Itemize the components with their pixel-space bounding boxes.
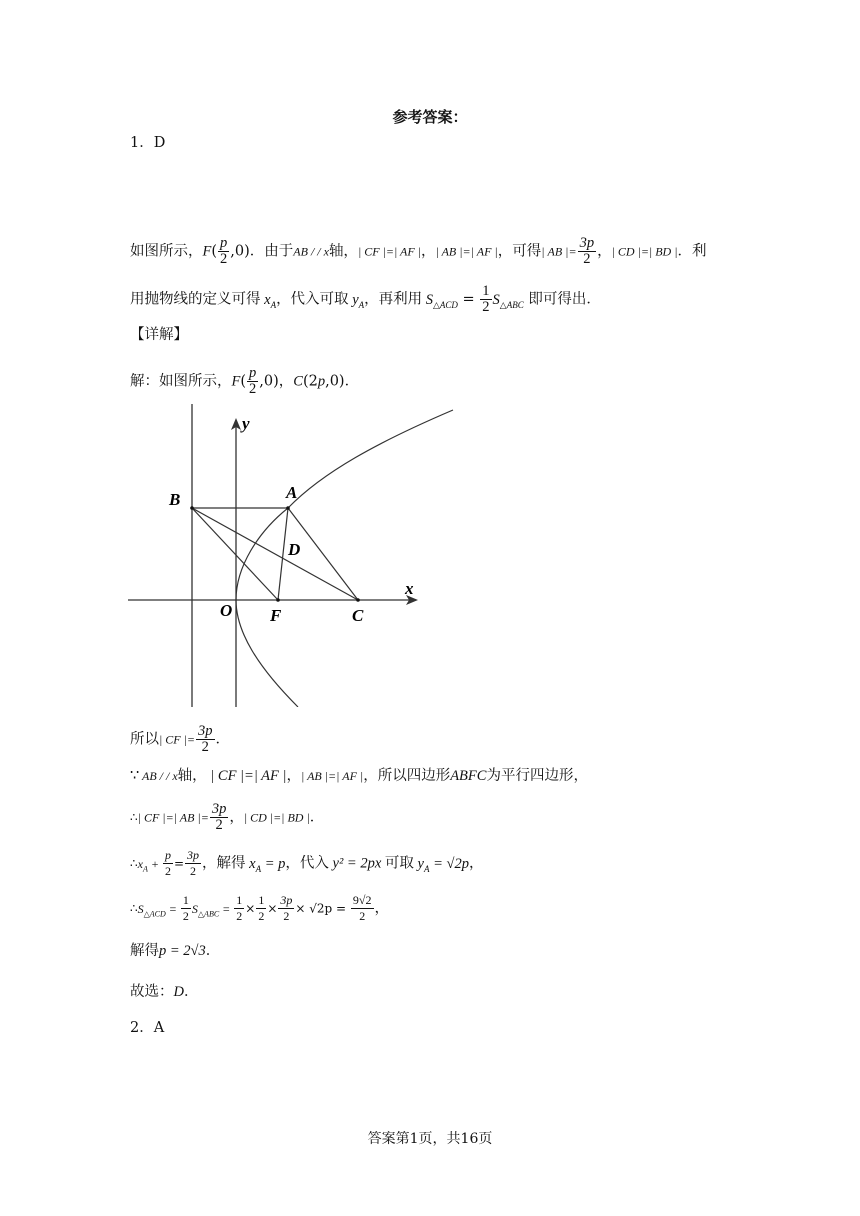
label-C: C xyxy=(352,606,364,625)
solve-line: 解：如图所示，F( $\frac{p}{2}$ ,0)，C(2p,0)． xyxy=(130,365,360,397)
label-B: B xyxy=(169,490,181,509)
label-F: F xyxy=(270,606,282,625)
so-cf-line: 所以| CF |= $\frac{3p}{2}$ ． xyxy=(130,723,231,755)
label-D: D xyxy=(288,540,301,559)
page-footer: 答案第1页，共16页 xyxy=(367,1131,493,1147)
label-A: A xyxy=(286,483,298,502)
therefore-line-3: $\therefore S_{\triangle ACD}$ = $\frac{1}{2}$ $S_{\triangle ABC}$ = $\frac{1}{2}$ × $\frac{1}{2}$ × $\frac{3p}{2}$ × √2p = $\frac{9√2}{2}$ ， xyxy=(130,893,390,923)
q1-answer: 1．D xyxy=(130,135,166,151)
therefore-line-2: $\therefore x_A$ + $\frac{p}{2}$ = $\frac{3p}{2}$ ，解得 $x_A = p$，代入 y² = 2px 可取 $y_A = √2p$， xyxy=(130,848,484,878)
label-O: O xyxy=(220,601,233,620)
label-y: y xyxy=(242,414,250,433)
detail-header: 【详解】 xyxy=(130,327,188,343)
page-title: 参考答案： xyxy=(392,108,468,126)
parabola-figure xyxy=(128,402,460,707)
because-line: ∵ AB / / x轴， | CF |=| AF |，| AB |=| AF |，所以四边形ABFC为平行四边形， xyxy=(130,768,588,784)
label-x: x xyxy=(405,579,414,598)
analysis-line-2: 用抛物线的定义可得 $x_A$，代入可取 $y_A$，再利用 $S_{\triangle ACD}$ = $\frac{1}{2}$ $S_{\triangle ABC}$ 即可得出． xyxy=(130,283,601,315)
choose-line: 故选：D． xyxy=(130,984,199,1000)
result-line: 解得p = 2√3． xyxy=(130,943,221,959)
q2-answer: 2．A xyxy=(130,1020,165,1036)
analysis-line-1: 如图所示，F( $\frac{p}{2}$ ,0)．由于AB / / x轴，| CF |=| AF |，| AB |=| AF |，可得| AB |= $\frac{3p}{2}$ ，| CD |=| BD |．利 xyxy=(130,235,707,267)
therefore-line-1: ∴| CF |=| AB |= $\frac{3p}{2}$ ，| CD |=| BD |． xyxy=(130,801,325,833)
